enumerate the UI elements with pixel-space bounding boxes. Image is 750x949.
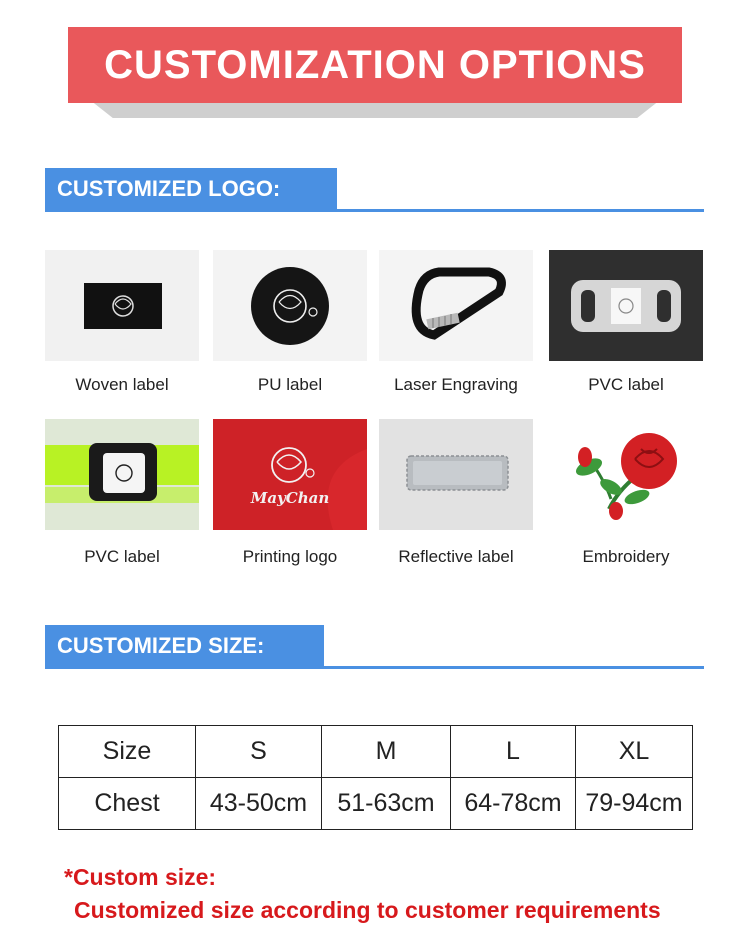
woven-label-image — [45, 250, 199, 361]
table-header-cell: L — [451, 726, 576, 778]
table-cell: 51-63cm — [322, 778, 451, 830]
logo-option-woven-label — [45, 250, 199, 394]
harness-buckle-image — [45, 419, 199, 530]
rose-embroidery-image — [549, 419, 703, 530]
logo-option-embroidery — [549, 419, 703, 566]
section-header-logo — [45, 168, 704, 212]
page-title: CUSTOMIZATION OPTIONS — [68, 27, 682, 103]
table-header-row — [59, 726, 693, 778]
table-header-cell: S — [196, 726, 322, 778]
custom-size-title: *Custom size: — [64, 864, 217, 890]
logo-option-printing-logo — [213, 419, 367, 566]
logo-caption: Printing logo — [242, 547, 338, 566]
table-cell: Chest — [59, 778, 196, 830]
logo-caption: PU label — [257, 375, 323, 394]
logo-caption: PVC label — [588, 375, 664, 394]
logo-option-pvc-label — [549, 250, 703, 394]
logo-caption: PVC label — [84, 547, 160, 566]
carabiner-image — [379, 250, 533, 361]
table-header-cell: Size — [59, 726, 196, 778]
brand-text: MayChan — [250, 489, 330, 507]
logo-caption: Laser Engraving — [394, 375, 518, 394]
section-divider — [45, 209, 704, 212]
logo-caption: Woven label — [75, 375, 169, 394]
printed-fabric-image — [213, 419, 367, 530]
logo-caption: Reflective label — [398, 547, 514, 566]
table-header-cell: M — [322, 726, 451, 778]
section-header-size — [45, 625, 704, 669]
custom-size-description: Customized size according to customer requirements — [74, 897, 661, 923]
reflective-patch-image — [379, 419, 533, 530]
logo-option-reflective-label — [379, 419, 533, 566]
size-table — [58, 725, 693, 830]
logo-caption: Embroidery — [582, 547, 670, 566]
logo-option-pu-label — [213, 250, 367, 394]
logo-option-pvc-label-2 — [45, 419, 199, 566]
table-cell: 79-94cm — [576, 778, 693, 830]
section-title: CUSTOMIZED SIZE: — [45, 625, 324, 667]
section-divider — [45, 666, 704, 669]
logo-option-laser-engraving — [379, 250, 533, 394]
section-title: CUSTOMIZED LOGO: — [45, 168, 337, 210]
buckle-image — [549, 250, 703, 361]
pu-label-image — [213, 250, 367, 361]
table-cell: 64-78cm — [451, 778, 576, 830]
table-cell: 43-50cm — [196, 778, 322, 830]
table-row — [59, 778, 693, 830]
table-header-cell: XL — [576, 726, 693, 778]
